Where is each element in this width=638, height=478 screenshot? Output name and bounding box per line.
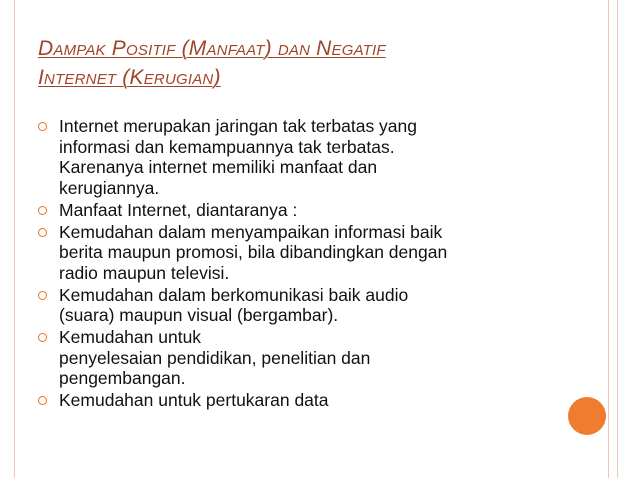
left-frame-line (14, 0, 15, 478)
slide-title (38, 34, 598, 92)
right-frame-line-outer (617, 0, 618, 478)
bullet-text: Kemudahan dalam berkomunikasi baik audio (suara) maupun visual (bergambar). (59, 284, 409, 325)
bullet-item (38, 200, 558, 221)
bullet-text: Kemudahan untuk pertukaran data (59, 390, 329, 410)
ring-bullet-icon (38, 206, 47, 215)
bullet-text: Internet merupakan jaringan tak terbatas yang informasi dan kemampuannya tak terbatas. Karenanya internet memiliki manfaat dan kerugiannya. (59, 116, 417, 198)
right-frame-line-inner (608, 0, 609, 478)
bullet-text: Manfaat Internet, diantaranya : (59, 199, 298, 220)
decorative-circle (568, 397, 606, 435)
ring-bullet-icon (38, 291, 47, 300)
ring-bullet-icon (38, 333, 47, 342)
slide-title-line-1: Dampak Positif (Manfaat) dan Negatif (38, 37, 386, 60)
bullet-item (38, 285, 558, 326)
bullet-text: Kemudahan dalam menyampaikan informasi baik berita maupun promosi, bila dibandingkan dengan radio maupun televisi. (59, 221, 448, 283)
bullet-text: Kemudahan untuk penyelesaian pendidikan, penelitian dan pengembangan. (59, 327, 371, 388)
ring-bullet-icon (38, 122, 47, 131)
bullet-item (38, 390, 558, 411)
ring-bullet-icon (38, 396, 47, 405)
bullet-item (38, 327, 558, 389)
bullet-item (38, 222, 558, 284)
slide-title-line-2: Internet (Kerugian) (38, 66, 221, 89)
bullet-list (38, 116, 558, 412)
ring-bullet-icon (38, 228, 47, 237)
bullet-item (38, 116, 558, 198)
